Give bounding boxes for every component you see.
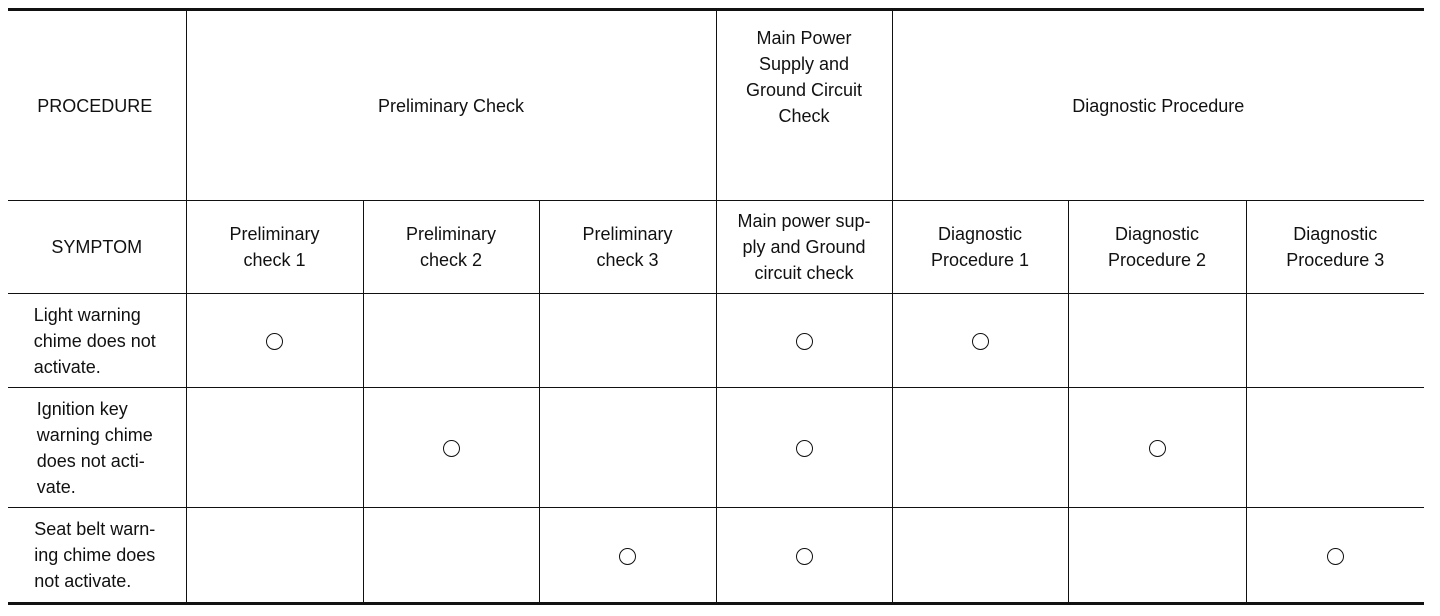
column-header-cell xyxy=(1068,201,1246,294)
column-header-preliminary-check-1: Preliminary check 1 xyxy=(229,224,320,270)
procedure-label-cell xyxy=(8,10,186,201)
mark-cell xyxy=(716,294,892,388)
mark-cell xyxy=(892,294,1068,388)
column-header-preliminary-check-2: Preliminary check 2 xyxy=(405,224,497,270)
column-header-diagnostic-procedure-1: Diagnostic Procedure 1 xyxy=(930,224,1030,270)
column-header-row xyxy=(8,201,1424,294)
column-header-main-power-check: Main power sup- ply and Ground circuit check xyxy=(737,211,871,283)
mark-cell xyxy=(716,508,892,604)
circle-icon xyxy=(972,333,989,350)
circle-icon xyxy=(1327,548,1344,565)
circle-icon xyxy=(1149,440,1166,457)
symptom-text: Seat belt warn- ing chime does not activate. xyxy=(34,519,156,591)
symptom-cell xyxy=(8,508,186,604)
mark-cell xyxy=(186,388,363,508)
mark-cell xyxy=(1068,388,1246,508)
mark-cell xyxy=(539,508,716,604)
mark-cell xyxy=(1246,508,1424,604)
column-header-cell xyxy=(363,201,539,294)
column-header-preliminary-check-3: Preliminary check 3 xyxy=(582,224,673,270)
circle-icon xyxy=(796,548,813,565)
group-header-row xyxy=(8,10,1424,201)
mark-cell xyxy=(1068,508,1246,604)
column-header-cell xyxy=(186,201,363,294)
procedure-label: PROCEDURE xyxy=(37,95,153,116)
mark-cell xyxy=(186,508,363,604)
column-header-cell xyxy=(892,201,1068,294)
mark-cell xyxy=(363,294,539,388)
symptom-cell xyxy=(8,294,186,388)
symptom-label: SYMPTOM xyxy=(51,237,143,257)
mark-cell xyxy=(363,508,539,604)
circle-icon xyxy=(266,333,283,350)
mark-cell xyxy=(892,388,1068,508)
column-header-cell xyxy=(716,201,892,294)
symptom-procedure-matrix xyxy=(8,8,1424,605)
mark-cell xyxy=(1246,294,1424,388)
circle-icon xyxy=(619,548,636,565)
circle-icon xyxy=(796,333,813,350)
mark-cell xyxy=(186,294,363,388)
mark-cell xyxy=(716,388,892,508)
symptom-row-seat-belt xyxy=(8,508,1424,604)
column-header-cell xyxy=(1246,201,1424,294)
symptom-label-cell xyxy=(8,201,186,294)
group-diagnostic-cell xyxy=(892,10,1424,201)
mark-cell xyxy=(539,388,716,508)
symptom-text: Light warning chime does not activate. xyxy=(33,304,156,377)
symptom-cell xyxy=(8,388,186,508)
group-main-power-cell xyxy=(716,10,892,201)
group-diagnostic-label: Diagnostic Procedure xyxy=(1072,95,1245,116)
column-header-diagnostic-procedure-2: Diagnostic Procedure 2 xyxy=(1107,224,1207,270)
circle-icon xyxy=(443,440,460,457)
mark-cell xyxy=(1246,388,1424,508)
column-header-cell xyxy=(539,201,716,294)
symptom-text: Ignition key warning chime does not acti- vate. xyxy=(36,398,153,497)
mark-cell xyxy=(363,388,539,508)
group-preliminary-label: Preliminary Check xyxy=(377,95,525,116)
mark-cell xyxy=(539,294,716,388)
group-main-power-label: Main Power Supply and Ground Circuit Check xyxy=(745,28,863,126)
symptom-row-ignition-key xyxy=(8,388,1424,508)
column-header-diagnostic-procedure-3: Diagnostic Procedure 3 xyxy=(1286,224,1385,270)
mark-cell xyxy=(1068,294,1246,388)
circle-icon xyxy=(796,440,813,457)
mark-cell xyxy=(892,508,1068,604)
group-preliminary-cell xyxy=(186,10,716,201)
symptom-row-light-warning xyxy=(8,294,1424,388)
